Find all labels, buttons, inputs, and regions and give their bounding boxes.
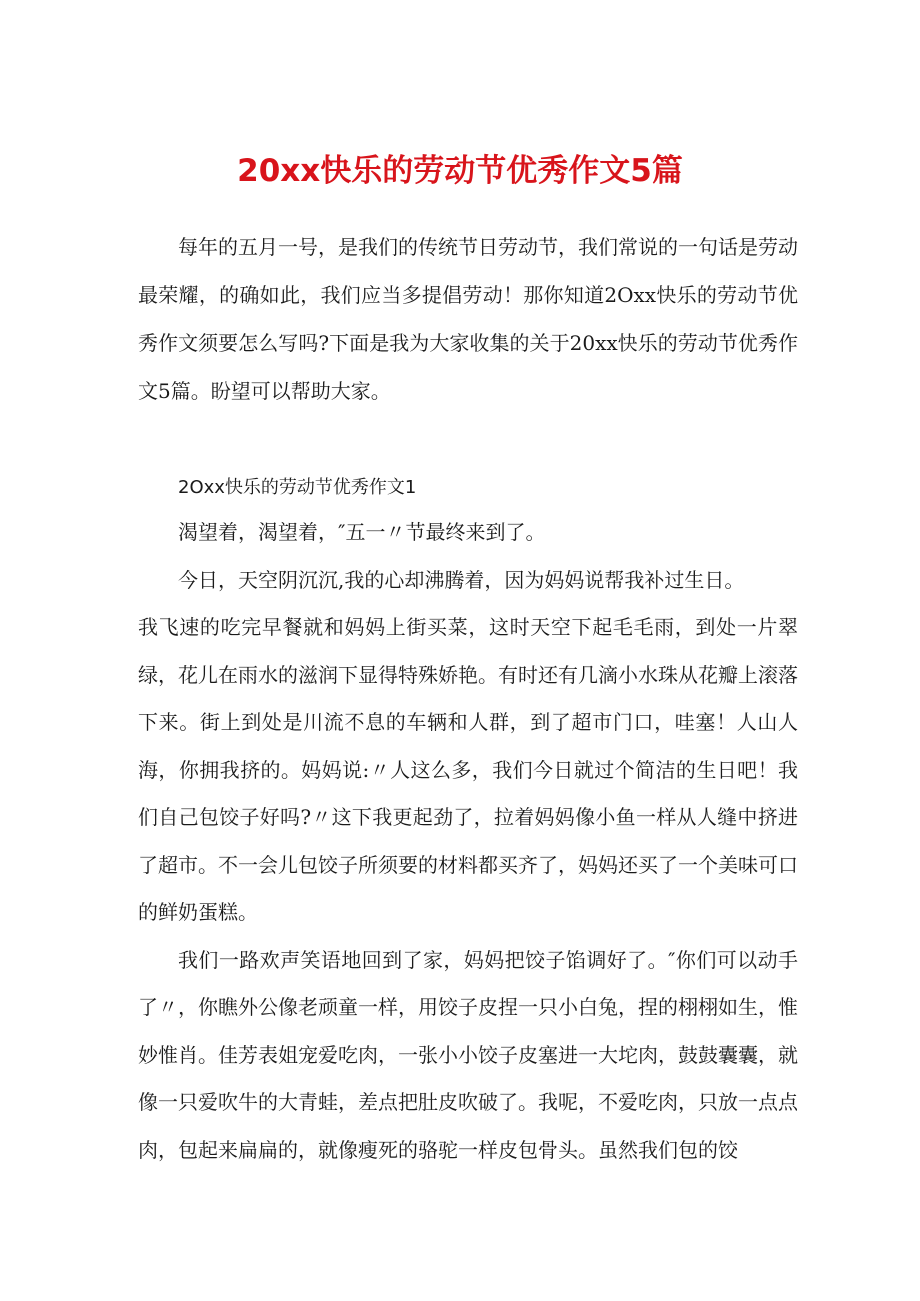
document-title: 20xx快乐的劳动节优秀作文5篇 (237, 153, 683, 189)
article-body (138, 509, 798, 1174)
article-paragraph-3: 我飞速的吃完早餐就和妈妈上街买菜，这时天空下起毛毛雨，到处一片翠绿，花儿在雨水的滋润下显得特殊娇艳。有时还有几滴小水珠从花瓣上滚落下来。街上到处是川流不息的车辆和人群，到了超市门口，哇塞！人山人海，你拥我挤的。妈妈说:〃人这么多，我们今日就过个简洁的生日吧！我们自己包饺子好吗?〃这下我更起劲了，拉着妈妈像小鱼一样从人缝中挤进了超市。不一会儿包饺子所须要的材料都买齐了，妈妈还买了一个美味可口的鲜奶蛋糕。 (138, 615, 798, 924)
intro-paragraph: 每年的五月一号，是我们的传统节日劳动节，我们常说的一句话是劳动最荣耀，的确如此，我们应当多提倡劳动！那你知道2Oxx快乐的劳动节优秀作文须要怎么写吗?下面是我为大家收集的关于20xx快乐的劳动节优秀作文5篇。盼望可以帮助大家。 (138, 235, 798, 403)
article-paragraph-1: 渴望着，渴望着，″五一〃节最终来到了。 (178, 520, 546, 544)
article-paragraph-4: 我们一路欢声笑语地回到了家，妈妈把饺子馅调好了。″你们可以动手了〃，你瞧外公像老顽童一样，用饺子皮捏一只小白兔，捏的栩栩如生，惟妙惟肖。佳芳表姐宠爱吃肉，一张小小饺子皮塞进一大坨肉，鼓鼓囊囊，就像一只爱吹牛的大青蛙，差点把肚皮吹破了。我呢，不爱吃肉，只放一点点肉，包起来扁扁的，就像瘦死的骆驼一样皮包骨头。虽然我们包的饺 (138, 947, 798, 1162)
intro-section (138, 223, 798, 415)
section-heading: 2Oxx快乐的劳动节优秀作文1 (178, 477, 417, 498)
article-paragraph-2: 今日，天空阴沉沉,我的心却沸腾着，因为妈妈说帮我补过生日。 (178, 567, 745, 592)
